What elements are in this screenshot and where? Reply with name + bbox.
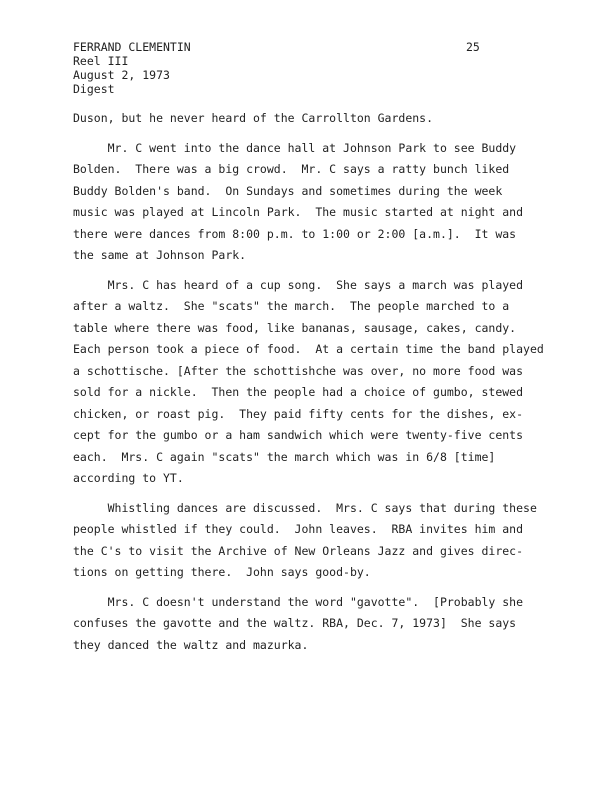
reel-label: Reel III	[73, 54, 129, 68]
paragraph-gap	[73, 267, 573, 275]
text-line: the C's to visit the Archive of New Orleans Jazz and gives direc-	[73, 543, 524, 558]
text-line: people whistled if they could. John leaves. RBA invites him and	[73, 522, 524, 536]
text-line: tions on getting there. John says good-by.	[73, 565, 371, 579]
text-line: Duson, but he never heard of the Carrollton Gardens.	[73, 111, 434, 125]
document-body	[73, 108, 573, 656]
document-header	[73, 40, 191, 96]
text-line: Mrs. C has heard of a cup song. She says a march was played	[73, 277, 524, 292]
paragraph	[73, 108, 573, 130]
paragraph-gap	[73, 130, 573, 138]
text-line: music was played at Lincoln Park. The music started at night and	[73, 205, 524, 219]
text-line: confuses the gavotte and the waltz. RBA, Dec. 7, 1973] She says	[73, 616, 517, 630]
text-line: Buddy Bolden's band. On Sundays and sometimes during the week	[73, 183, 503, 198]
interviewee-name: FERRAND CLEMENTIN	[73, 40, 191, 54]
paragraph-gap	[73, 490, 573, 498]
text-line: each. Mrs. C again "scats" the march which was in 6/8 [time]	[73, 449, 496, 464]
text-line: the same at Johnson Park.	[73, 248, 247, 262]
text-line: Whistling dances are discussed. Mrs. C says that during these	[73, 500, 537, 515]
interview-date: August 2, 1973	[73, 68, 170, 82]
text-line: chicken, or roast pig. They paid fifty cents for the dishes, ex-	[73, 406, 524, 421]
text-line: Each person took a piece of food. At a certain time the band played	[73, 342, 544, 356]
text-line: table where there was food, like bananas, sausage, cakes, candy.	[73, 320, 517, 335]
text-line: after a waltz. She "scats" the march. The people marched to a	[73, 299, 510, 313]
paragraph	[73, 498, 573, 584]
paragraph	[73, 138, 573, 267]
text-line: sold for a nickle. Then the people had a choice of gumbo, stewed	[73, 385, 524, 399]
page-number: 25	[466, 40, 480, 54]
document-type: Digest	[73, 82, 115, 96]
paragraph-gap	[73, 584, 573, 592]
text-line: according to YT.	[73, 471, 184, 485]
text-line: Mr. C went into the dance hall at Johnson Park to see Buddy	[73, 140, 517, 155]
text-line: Bolden. There was a big crowd. Mr. C says a ratty bunch liked	[73, 162, 510, 176]
paragraph	[73, 592, 573, 657]
paragraph	[73, 275, 573, 490]
text-line: cept for the gumbo or a ham sandwich which were twenty-five cents	[73, 428, 524, 442]
text-line: a schottische. [After the schottishche was over, no more food was	[73, 363, 524, 378]
text-line: Mrs. C doesn't understand the word "gavotte". [Probably she	[73, 594, 524, 609]
text-line: there were dances from 8:00 p.m. to 1:00 or 2:00 [a.m.]. It was	[73, 226, 517, 241]
text-line: they danced the waltz and mazurka.	[73, 637, 309, 652]
